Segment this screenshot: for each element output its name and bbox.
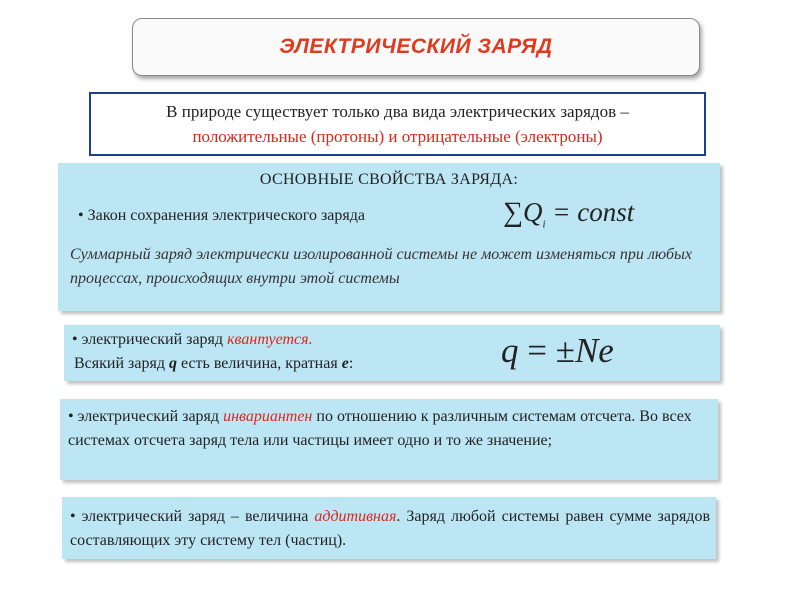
bullet: •	[72, 331, 78, 348]
quantization-formula	[501, 331, 614, 371]
additivity-term: аддитивная	[314, 508, 397, 525]
formula-const: = const	[545, 197, 635, 227]
intro-line-2: положительные (протоны) и отрицательные (электроны)	[192, 127, 603, 146]
invariance-term: инвариантен	[223, 408, 313, 425]
slide-title: ЭЛЕКТРИЧЕСКИЙ ЗАРЯД	[279, 35, 553, 58]
quantization-line2-text: Всякий заряд	[74, 355, 169, 372]
quantization-line2-end: :	[348, 355, 354, 372]
quantization-panel	[64, 325, 720, 381]
invariance-prefix: электрический заряд	[73, 408, 224, 425]
bullet: •	[68, 408, 74, 425]
formula-q: Q	[522, 197, 543, 227]
quantization-term: квантуется.	[227, 331, 313, 348]
invariance-panel	[60, 399, 718, 480]
additivity-rest: . Заряд любой системы равен сумме зарядов составляющих эту систему тел (частиц).	[70, 508, 711, 549]
additivity-prefix: электрический заряд – величина	[75, 508, 315, 525]
intro-line-1: В природе существует только два вида электрических зарядов –	[166, 102, 629, 121]
quantization-line-2	[74, 355, 353, 373]
conservation-formula	[503, 197, 634, 230]
title-box	[132, 18, 700, 76]
quantization-line-1	[72, 331, 313, 349]
conservation-law-label	[78, 207, 365, 225]
formula-subscript: i	[542, 218, 546, 231]
formula-equals-pm: = ±	[518, 331, 575, 370]
properties-heading: ОСНОВНЫЕ СВОЙСТВА ЗАРЯДА:	[259, 171, 519, 188]
quantization-prefix: электрический заряд	[81, 331, 228, 348]
bullet: •	[70, 508, 76, 525]
sum-symbol: ∑	[503, 197, 523, 228]
conservation-label-text: Закон сохранения электрического заряда	[87, 207, 365, 224]
additivity-panel	[62, 497, 716, 559]
invariance-rest: по отношению к различным системам отсчета. Во всех системах отсчета заряд тела или частицы имеет одно и то же значение;	[68, 408, 692, 449]
intro-box	[89, 92, 706, 156]
symbol-q: q	[168, 355, 177, 372]
conservation-description: Суммарный заряд электрически изолированной системы не может изменяться при любых процессах, происходящих внутри этой системы	[70, 246, 692, 287]
additivity-text	[70, 505, 710, 553]
formula-ne: Ne	[574, 331, 614, 370]
formula-q: q	[501, 331, 519, 370]
properties-panel	[58, 163, 720, 311]
quantization-line2-mid: есть величина, кратная	[176, 355, 342, 372]
symbol-e: e	[341, 355, 349, 372]
invariance-text	[68, 405, 716, 453]
bullet: •	[78, 207, 84, 224]
